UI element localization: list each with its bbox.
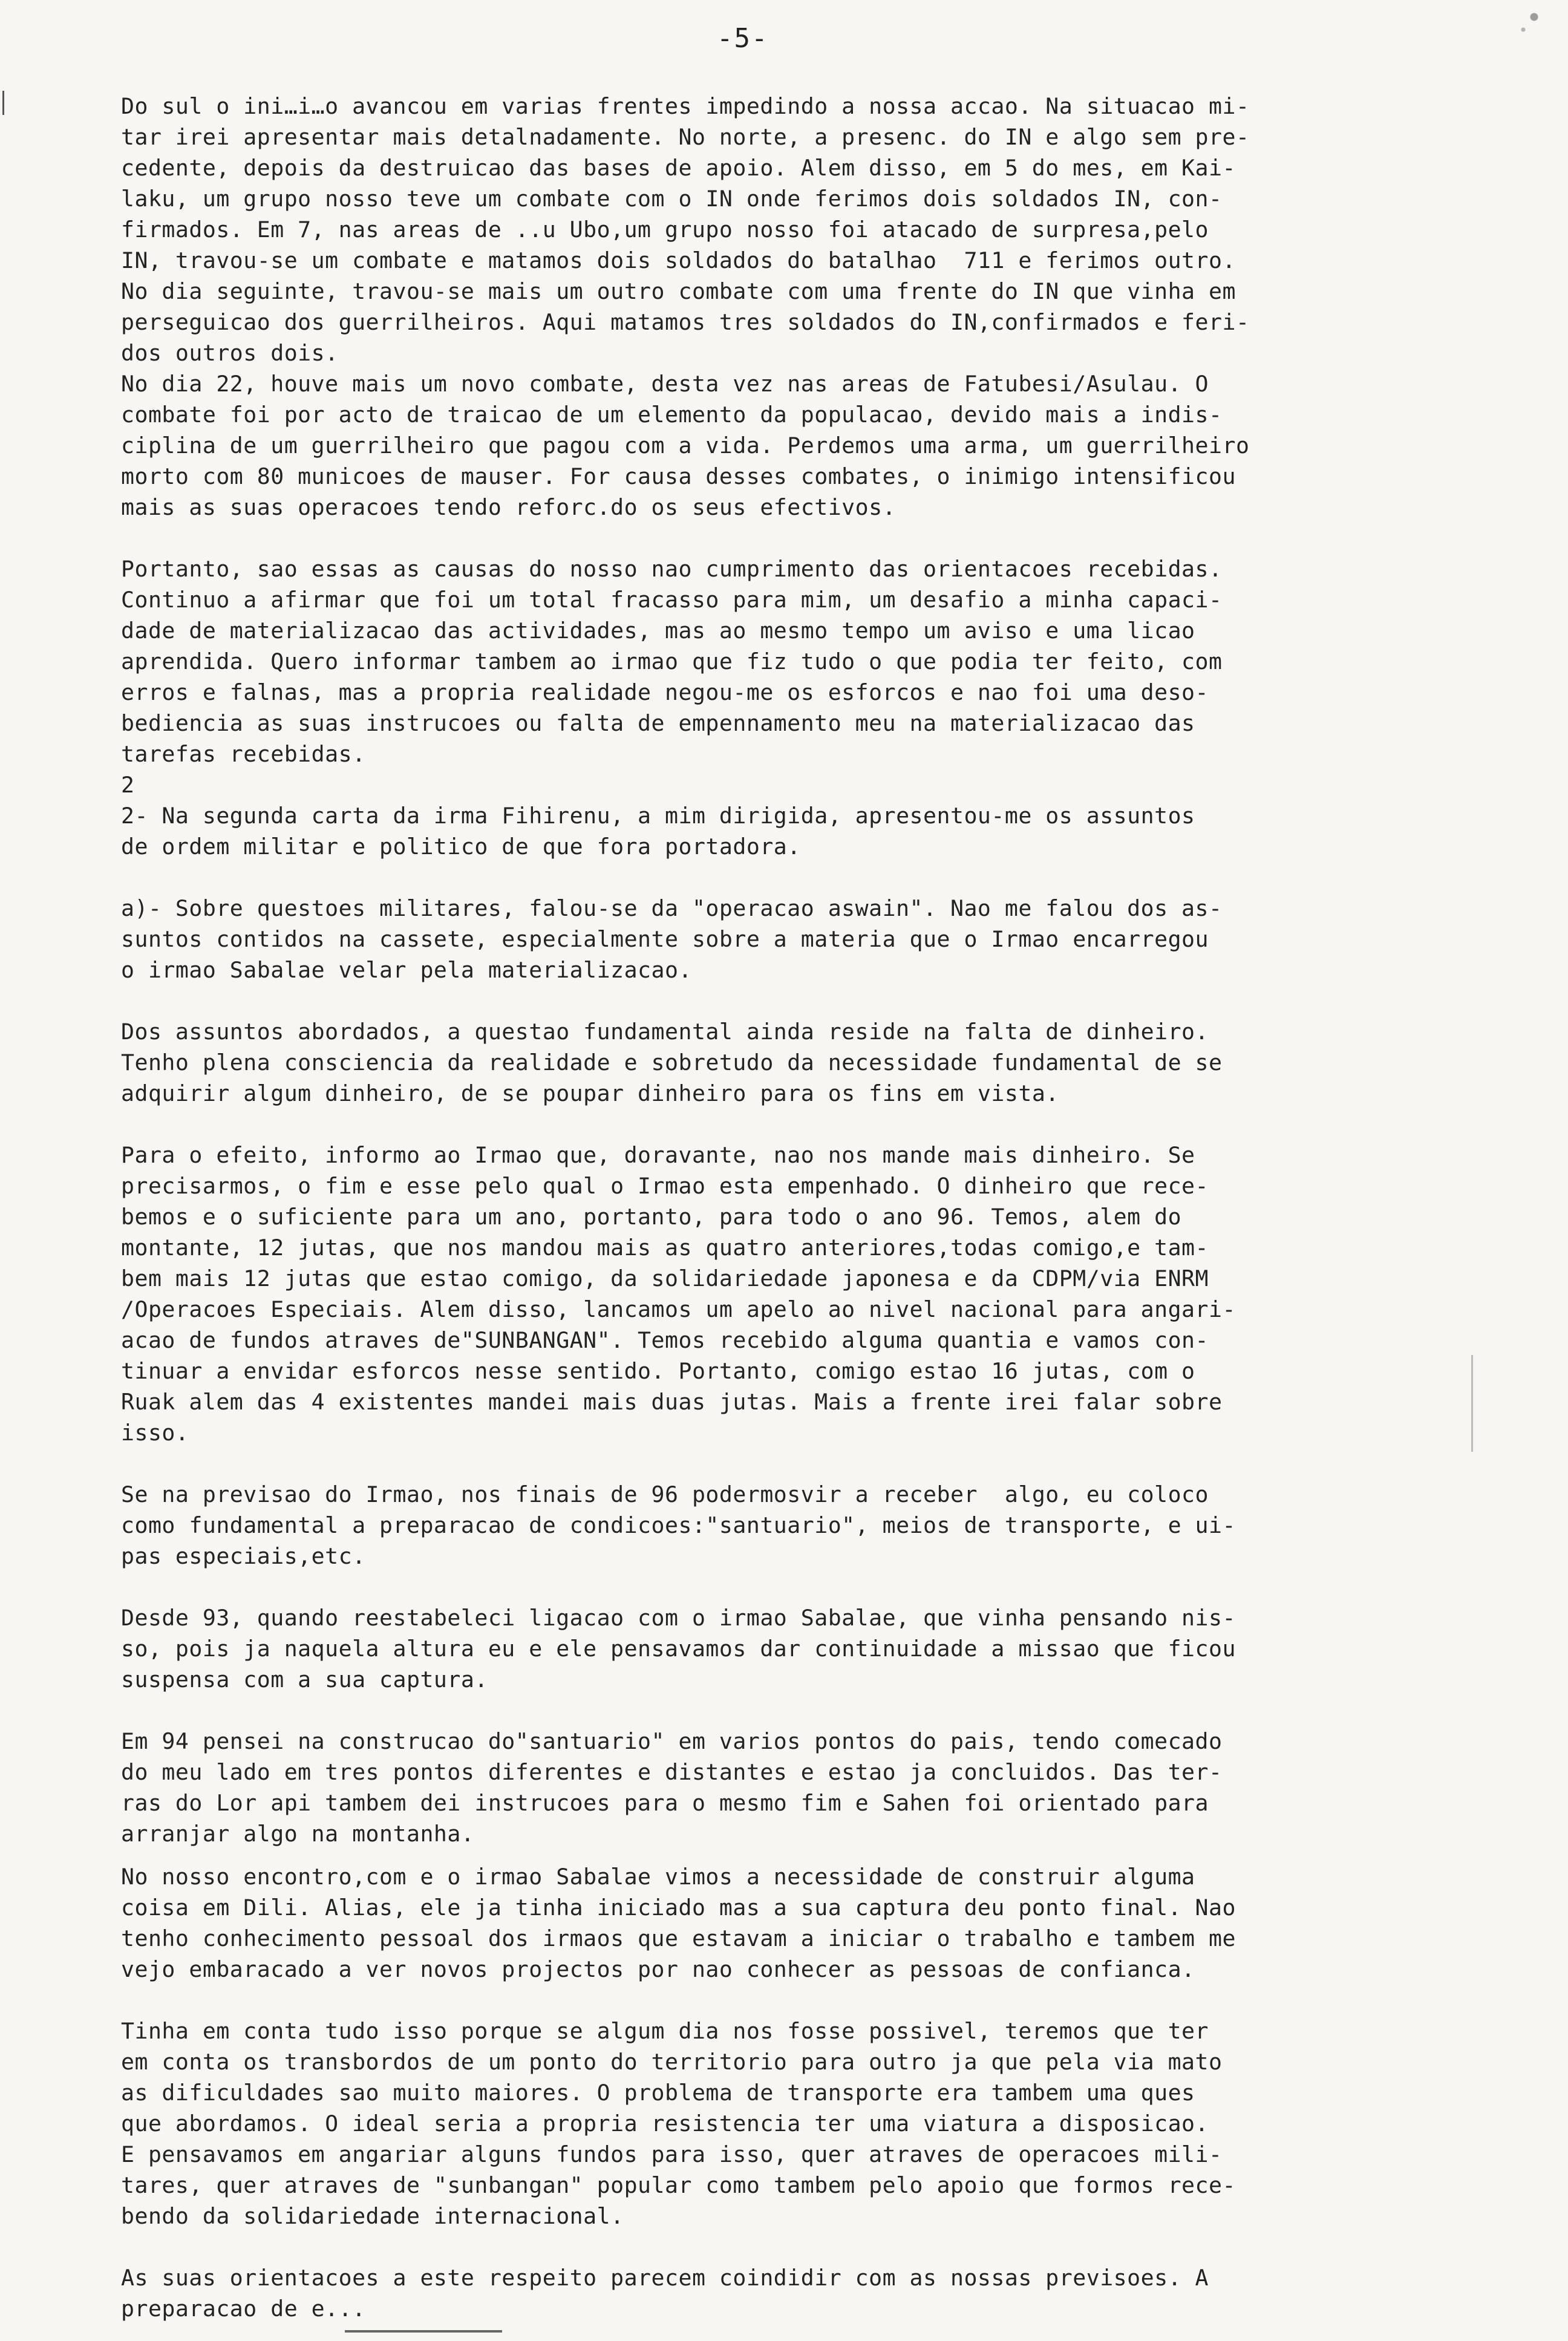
paragraph-transport: Tinha em conta tudo isso porque se algum dia nos fosse possivel, teremos que ter em conta os transbordos de um ponto do territorio para outro ja que pela via mato as dificuldades sao muito maiores. O problema de transporte era tambem uma ques que abordamos. O ideal seria a propria resistencia ter uma viatura a disposicao. E pensavamos em angariar alguns fundos para isso, quer atraves de operacoes mili- tares, quer atraves de "sunbangan" popular como tambem pelo apoio que formos rece- bendo da solidariedade internacional. [121, 2018, 1236, 2229]
letter-body [121, 91, 1452, 2324]
paragraph-santuario-94: Em 94 pensei na construcao do"santuario" em varios pontos do pais, tendo comecado do meu lado em tres pontos diferentes e distantes e estao ja concluidos. Das ter- ras do Lor api tambem dei instrucoes para o mesmo fim e Sahen foi orientado para arranjar algo na montanha. [121, 1728, 1223, 1847]
paragraph-military-situation: Do sul o ini…i…o avancou em varias frentes impedindo a nossa accao. Na situacao mi- tar irei apresentar mais detalnadamente. No norte, a presenc. do IN e algo sem pre- cedente, depois da destruicao das bases de apoio. Alem disso, em 5 do mes, em Kai- laku, um grupo nosso teve um combate com o IN onde ferimos dois soldados IN, con- firmados. Em 7, nas areas de ..u Ubo,um grupo nosso foi atacado de surpresa,pelo IN, travou-se um combate e matamos dois soldados do batalhao 711 e ferimos outro. No dia seguinte, travou-se mais um outro combate com uma frente do IN que vinha em perseguicao dos guerrilheiros. Aqui matamos tres soldados do IN,confirmados e feri- dos outros dois. No dia 22, houve mais um novo combate, desta vez nas areas de Fatubesi/Asulau. O combate foi por acto de traicao de um elemento da populacao, devido mais a indis- ciplina de um guerrilheiro que pagou com a vida. Perdemos uma arma, um guerrilheiro morto com 80 municoes de mauser. For causa desses combates, o inimigo intensificou mais as suas operacoes tendo reforc.do os seus efectivos. [121, 93, 1250, 520]
paragraph-sanctuary-conditions: Se na previsao do Irmao, nos finais de 96 podermosvir a receber algo, eu coloco como fundamental a preparacao de condicoes:"santuario", meios de transporte, e ui- pas especiais,etc. [121, 1481, 1236, 1569]
paragraph-dili-meeting: No nosso encontro,com e o irmao Sabalae vimos a necessidade de construir alguma coisa em Dili. Alias, ele ja tinha iniciado mas a sua captura deu ponto final. Nao tenho conhecimento pessoal dos irmaos que estavam a iniciar o trabalho e tambem me vejo embaracado a ver novos projectos por nao conhecer as pessoas de confianca. [121, 1864, 1236, 1982]
paragraph-military-questions: a)- Sobre questoes militares, falou-se da "operacao aswain". Nao me falou dos as- suntos contidos na cassete, especialmente sobre a materia que o Irmao encarregou o irmao Sabalae velar pela materializacao. [121, 895, 1223, 983]
paragraph-funds: Para o efeito, informo ao Irmao que, doravante, nao nos mande mais dinheiro. Se precisarmos, o fim e esse pelo qual o Irmao esta empenhado. O dinheiro que rece- bemos e o suficiente para um ano, portanto, para todo o ano 96. Temos, alem do montante, 12 jutas, que nos mandou mais as quatro anteriores,todas comigo,e tam- bem mais 12 jutas que estao comigo, da solidariedade japonesa e da CDPM/via ENRM /Operacoes Especiais. Alem disso, lancamos um apelo ao nivel nacional para angari- acao de fundos atraves de"SUNBANGAN". Temos recebido alguma quantia e vamos con- tinuar a envidar esforcos nesse sentido. Portanto, comigo estao 16 jutas, com o Ruak alem das 4 existentes mandei mais duas jutas. Mais a frente irei falar sobre isso. [121, 1142, 1236, 1446]
paragraph-money-issue: Dos assuntos abordados, a questao fundamental ainda reside na falta de dinheiro. Tenho plena consciencia da realidade e sobretudo da necessidade fundamental de se adquirir algum dinheiro, de se poupar dinheiro para os fins em vista. [121, 1019, 1223, 1106]
bottom-rule [345, 2330, 502, 2333]
paragraph-since-93: Desde 93, quando reestabeleci ligacao com o irmao Sabalae, que vinha pensando nis- so, pois ja naquela altura eu e ele pensavamos dar continuidade a missao que ficou suspensa com a sua captura. [121, 1605, 1236, 1693]
corner-smudge [1501, 0, 1556, 42]
paragraph-causes: Portanto, sao essas as causas do nosso nao cumprimento das orientacoes recebidas. Continuo a afirmar que foi um total fracasso para mim, um desafio a minha capaci- dade de materializacao das actividades, mas ao mesmo tempo um aviso e uma licao aprendida. Quero informar tambem ao irmao que fiz tudo o que podia ter feito, com erros e falnas, mas a propria realidade negou-me os esforcos e nao foi uma deso- bediencia as suas instrucoes ou falta de empennamento meu na materializacao das tarefas recebidas. 2 2- Na segunda carta da irma Fihirenu, a mim dirigida, apresentou-me os assuntos de ordem militar e politico de que fora portadora. [121, 556, 1223, 860]
page-number: -5- [717, 23, 769, 54]
margin-line [1471, 1355, 1473, 1452]
margin-tick [2, 91, 4, 115]
paragraph-orientations: As suas orientacoes a este respeito parecem coindidir com as nossas previsoes. A preparacao de e... [121, 2265, 1209, 2322]
